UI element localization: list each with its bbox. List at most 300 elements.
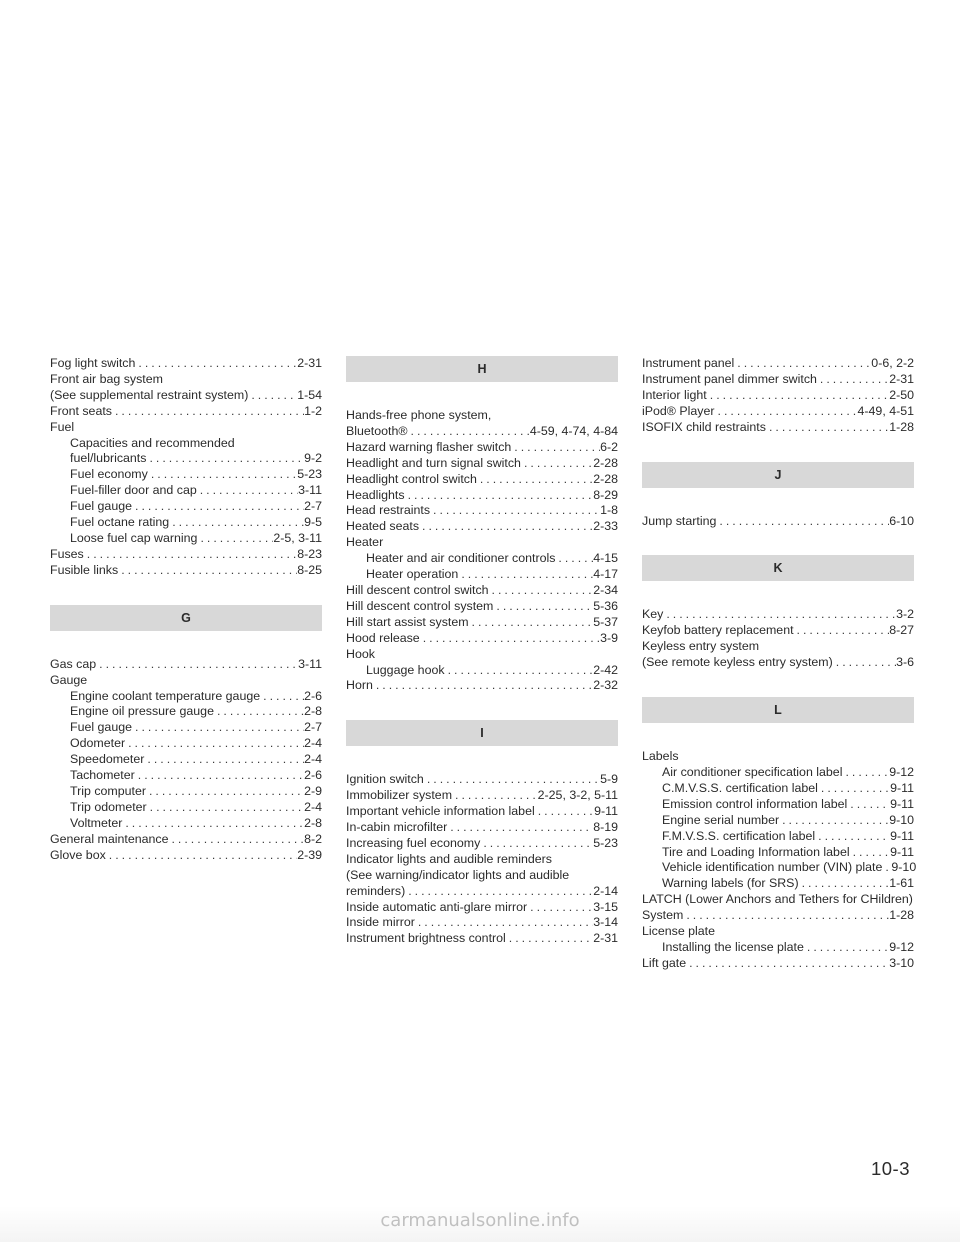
dot-leader bbox=[663, 607, 896, 623]
dot-leader bbox=[122, 816, 304, 832]
index-term: Heater operation bbox=[366, 567, 459, 582]
index-page-ref: 2-9 bbox=[304, 783, 322, 798]
section-letter-h: H bbox=[346, 356, 618, 382]
index-term: LATCH (Lower Anchors and Tethers for CHildren) bbox=[642, 892, 913, 907]
index-term: System bbox=[642, 908, 684, 923]
index-subentry bbox=[50, 736, 322, 752]
dot-leader bbox=[408, 424, 530, 440]
index-term: Fuel bbox=[50, 419, 75, 434]
index-subentry bbox=[50, 515, 322, 531]
dot-leader bbox=[168, 832, 304, 848]
index-page-ref: 1-28 bbox=[889, 908, 914, 923]
index-page-ref: 2-7 bbox=[304, 720, 322, 735]
dot-leader bbox=[683, 908, 889, 924]
index-page-ref: 8-19 bbox=[593, 820, 618, 835]
index-page-ref: 2-6 bbox=[304, 688, 322, 703]
index-column-3 bbox=[642, 356, 917, 972]
index-subentry bbox=[642, 781, 914, 797]
index-term: Inside mirror bbox=[346, 915, 415, 930]
dot-leader bbox=[405, 488, 594, 504]
dot-leader bbox=[146, 451, 304, 467]
index-term: iPod® Player bbox=[642, 403, 715, 418]
index-entry bbox=[642, 924, 914, 940]
index-term: Instrument panel bbox=[642, 356, 735, 370]
index-page-ref: 4-59, 4-74, 4-84 bbox=[529, 423, 618, 438]
index-term: reminders) bbox=[346, 883, 406, 898]
index-subentry bbox=[50, 451, 322, 467]
index-term: Increasing fuel economy bbox=[346, 835, 481, 850]
index-term: Fuel gauge bbox=[70, 720, 133, 735]
index-page-ref: 5-9 bbox=[600, 772, 618, 787]
index-term: Interior light bbox=[642, 387, 707, 402]
index-term: License plate bbox=[642, 924, 716, 939]
index-term: Bluetooth® bbox=[346, 423, 408, 438]
index-term: Immobilizer system bbox=[346, 788, 453, 803]
index-term: (See warning/indicator lights and audible bbox=[346, 867, 570, 882]
dot-leader bbox=[118, 563, 297, 579]
index-subentry bbox=[50, 483, 322, 499]
index-term: Speedometer bbox=[70, 752, 145, 767]
index-page-ref: 3-6 bbox=[896, 655, 914, 670]
index-term: Odometer bbox=[70, 736, 126, 751]
index-page-ref: 3-15 bbox=[593, 899, 618, 914]
index-page-ref: 2-8 bbox=[304, 815, 322, 830]
index-entry bbox=[346, 931, 618, 947]
index-page-ref: 2-33 bbox=[593, 519, 618, 534]
dot-leader bbox=[480, 836, 593, 852]
index-entry bbox=[642, 956, 914, 972]
dot-leader bbox=[847, 797, 890, 813]
index-entry bbox=[642, 892, 914, 908]
index-subentry bbox=[50, 531, 322, 547]
index-term: Indicator lights and audible reminders bbox=[346, 851, 552, 866]
index-term: Heated seats bbox=[346, 519, 420, 534]
dot-leader bbox=[686, 956, 889, 972]
dot-leader bbox=[169, 515, 304, 531]
dot-leader bbox=[405, 884, 593, 900]
index-term: Vehicle identification number (VIN) plate bbox=[662, 860, 883, 875]
index-term: Heater bbox=[346, 535, 384, 550]
dot-leader bbox=[766, 420, 889, 436]
dot-leader bbox=[424, 772, 600, 788]
dot-leader bbox=[527, 900, 593, 916]
dot-leader bbox=[535, 804, 594, 820]
dot-leader bbox=[419, 519, 593, 535]
index-entry bbox=[50, 372, 322, 388]
index-page-ref: 2-7 bbox=[304, 499, 322, 514]
dot-leader bbox=[112, 404, 304, 420]
index-term: Instrument brightness control bbox=[346, 931, 506, 946]
index-entry bbox=[346, 408, 618, 424]
index-page-ref: 2-31 bbox=[889, 371, 914, 386]
index-term: Headlight and turn signal switch bbox=[346, 455, 521, 470]
index-term: Front seats bbox=[50, 403, 112, 418]
index-term: Installing the license plate bbox=[662, 939, 804, 954]
index-page-ref: 6-10 bbox=[889, 513, 914, 528]
dot-leader bbox=[373, 678, 593, 694]
index-term: Engine oil pressure gauge bbox=[70, 704, 214, 719]
index-entry bbox=[346, 678, 618, 694]
index-term: Fuel economy bbox=[70, 467, 148, 482]
index-page-ref: 2-5, 3-11 bbox=[273, 530, 322, 545]
index-entry bbox=[346, 488, 618, 504]
index-page-ref: 9-5 bbox=[304, 515, 322, 530]
dot-leader bbox=[815, 829, 890, 845]
dot-leader bbox=[260, 689, 304, 705]
index-page-ref: 9-2 bbox=[304, 451, 322, 466]
dot-leader bbox=[716, 514, 889, 530]
dot-leader bbox=[734, 356, 871, 372]
index-page-ref: 4-49, 4-51 bbox=[857, 403, 914, 418]
index-entry bbox=[346, 915, 618, 931]
index-page-ref: 9-11 bbox=[594, 804, 618, 819]
dot-leader bbox=[804, 940, 889, 956]
index-page-ref: 2-28 bbox=[593, 471, 618, 486]
index-subentry bbox=[50, 800, 322, 816]
index-page-ref: 2-8 bbox=[304, 704, 322, 719]
index-entry bbox=[50, 832, 322, 848]
index-term: (See remote keyless entry system) bbox=[642, 655, 833, 670]
dot-leader bbox=[452, 788, 538, 804]
index-page-ref: 2-14 bbox=[593, 883, 618, 898]
dot-leader bbox=[506, 931, 593, 947]
index-entry bbox=[346, 519, 618, 535]
index-term: Fuel gauge bbox=[70, 499, 133, 514]
index-term: Tire and Loading Information label bbox=[662, 844, 850, 859]
section-letter-j: J bbox=[642, 462, 914, 488]
index-page-ref: 2-6 bbox=[304, 768, 322, 783]
index-entry bbox=[642, 749, 914, 765]
dot-leader bbox=[511, 440, 600, 456]
dot-leader bbox=[842, 765, 889, 781]
index-term: Headlight control switch bbox=[346, 471, 477, 486]
index-page-ref: 3-11 bbox=[298, 483, 322, 498]
index-term: Air conditioner specification label bbox=[662, 764, 843, 779]
index-page-ref: 2-42 bbox=[593, 662, 618, 677]
index-term: Capacities and recommended bbox=[70, 435, 235, 450]
dot-leader bbox=[477, 472, 593, 488]
index-term: Loose fuel cap warning bbox=[70, 530, 198, 545]
index-page-ref: 8-29 bbox=[593, 487, 618, 502]
dot-leader bbox=[125, 736, 304, 752]
index-term: In-cabin microfilter bbox=[346, 820, 448, 835]
index-entry bbox=[346, 503, 618, 519]
dot-leader bbox=[489, 583, 594, 599]
dot-leader bbox=[794, 623, 890, 639]
index-page-ref: 1-61 bbox=[889, 876, 914, 891]
index-page-ref: 5-37 bbox=[593, 614, 618, 629]
index-subentry bbox=[50, 816, 322, 832]
index-column-1 bbox=[50, 356, 322, 863]
index-page-ref: 8-25 bbox=[297, 562, 322, 577]
index-term: Hazard warning flasher switch bbox=[346, 439, 512, 454]
index-column-2 bbox=[346, 356, 618, 947]
dot-leader bbox=[197, 483, 298, 499]
index-entry bbox=[346, 884, 618, 900]
index-term: Horn bbox=[346, 678, 373, 693]
index-term: Jump starting bbox=[642, 513, 717, 528]
dot-leader bbox=[779, 813, 889, 829]
dot-leader bbox=[447, 820, 593, 836]
index-subentry bbox=[642, 797, 914, 813]
index-page-ref: 9-12 bbox=[889, 764, 914, 779]
index-term: Hood release bbox=[346, 630, 420, 645]
index-term: Labels bbox=[642, 749, 679, 764]
dot-leader bbox=[430, 503, 600, 519]
index-entry bbox=[346, 535, 618, 551]
index-entry bbox=[642, 514, 914, 530]
index-entry bbox=[346, 472, 618, 488]
index-term: Tachometer bbox=[70, 768, 135, 783]
index-term: Inside automatic anti-glare mirror bbox=[346, 899, 528, 914]
index-entry bbox=[642, 420, 914, 436]
index-entry bbox=[642, 655, 914, 671]
index-entry bbox=[346, 599, 618, 615]
index-term: F.M.V.S.S. certification label bbox=[662, 828, 816, 843]
index-subentry bbox=[642, 940, 914, 956]
index-entry bbox=[642, 639, 914, 655]
index-page-ref: 1-28 bbox=[889, 419, 914, 434]
index-page-ref: 9-10 bbox=[889, 812, 914, 827]
index-term: Instrument panel dimmer switch bbox=[642, 371, 817, 386]
index-term: Fog light switch bbox=[50, 356, 136, 370]
index-subentry bbox=[50, 436, 322, 452]
index-subentry bbox=[642, 845, 914, 861]
index-entry bbox=[346, 772, 618, 788]
index-entry bbox=[642, 607, 914, 623]
index-page-ref: 2-39 bbox=[297, 847, 322, 862]
index-term: Keyless entry system bbox=[642, 639, 760, 654]
index-term: Gas cap bbox=[50, 656, 97, 671]
index-subentry bbox=[642, 876, 914, 892]
index-page-ref: 6-2 bbox=[600, 439, 618, 454]
dot-leader bbox=[850, 845, 891, 861]
index-page-ref: 5-23 bbox=[593, 835, 618, 850]
index-page-ref: 2-32 bbox=[593, 678, 618, 693]
dot-leader bbox=[420, 631, 600, 647]
index-term: Ignition switch bbox=[346, 772, 424, 787]
index-page-ref: 8-23 bbox=[297, 546, 322, 561]
index-entry bbox=[642, 404, 914, 420]
index-page-ref: 2-4 bbox=[304, 752, 322, 767]
index-term: Engine serial number bbox=[662, 812, 780, 827]
index-page-ref: 8-27 bbox=[889, 623, 914, 638]
dot-leader bbox=[144, 752, 304, 768]
index-entry bbox=[346, 900, 618, 916]
dot-leader bbox=[458, 567, 593, 583]
page-number: 10-3 bbox=[870, 1158, 910, 1179]
index-page-ref: 9-11 bbox=[890, 780, 914, 795]
index-page-ref: 4-15 bbox=[593, 551, 618, 566]
dot-leader bbox=[555, 551, 593, 567]
index-term: Hill start assist system bbox=[346, 614, 469, 629]
index-term: Key bbox=[642, 607, 664, 622]
index-term: Emission control information label bbox=[662, 796, 848, 811]
index-entry bbox=[346, 615, 618, 631]
index-term: Fuel-filler door and cap bbox=[70, 483, 197, 498]
dot-leader bbox=[96, 657, 298, 673]
index-entry bbox=[642, 623, 914, 639]
index-page-ref: 2-31 bbox=[593, 931, 618, 946]
index-term: Headlights bbox=[346, 487, 405, 502]
dot-leader bbox=[493, 599, 593, 615]
dot-leader bbox=[715, 404, 858, 420]
dot-leader bbox=[799, 876, 890, 892]
index-entry bbox=[346, 868, 618, 884]
index-subentry bbox=[642, 813, 914, 829]
index-page-ref: 2-25, 3-2, 5-11 bbox=[537, 788, 618, 803]
index-term: Fuses bbox=[50, 546, 84, 561]
dot-leader bbox=[147, 800, 304, 816]
dot-leader bbox=[214, 704, 304, 720]
index-entry bbox=[50, 420, 322, 436]
index-term: Fusible links bbox=[50, 562, 119, 577]
index-entry bbox=[346, 456, 618, 472]
index-page-ref: 2-4 bbox=[304, 799, 322, 814]
index-entry bbox=[50, 563, 322, 579]
index-subentry bbox=[642, 765, 914, 781]
index-page-ref: 3-2 bbox=[896, 607, 914, 622]
index-term: (See supplemental restraint system) bbox=[50, 387, 249, 402]
index-page-ref: 0-6, 2-2 bbox=[871, 356, 914, 370]
section-letter-g: G bbox=[50, 605, 322, 631]
dot-leader bbox=[521, 456, 593, 472]
dot-leader bbox=[84, 547, 297, 563]
index-subentry bbox=[346, 663, 618, 679]
index-entry bbox=[50, 356, 322, 372]
index-entry bbox=[642, 388, 914, 404]
watermark: carmanualsonline.info bbox=[0, 1206, 960, 1242]
index-entry bbox=[50, 404, 322, 420]
index-page-ref: 3-10 bbox=[889, 955, 914, 970]
index-entry bbox=[642, 908, 914, 924]
index-page-ref: 5-23 bbox=[297, 467, 322, 482]
index-entry bbox=[50, 848, 322, 864]
index-term: Voltmeter bbox=[70, 815, 123, 830]
index-subentry bbox=[642, 860, 917, 876]
index-term: Keyfob battery replacement bbox=[642, 623, 794, 638]
index-page-ref: 1-54 bbox=[297, 387, 322, 402]
index-subentry bbox=[346, 567, 618, 583]
index-term: Trip odometer bbox=[70, 799, 147, 814]
dot-leader bbox=[818, 781, 890, 797]
index-entry bbox=[346, 647, 618, 663]
index-subentry bbox=[50, 752, 322, 768]
index-term: Hill descent control switch bbox=[346, 582, 489, 597]
index-page-ref: 9-11 bbox=[890, 796, 914, 811]
index-page-ref: 2-50 bbox=[889, 387, 914, 402]
index-page-ref: 3-11 bbox=[298, 656, 322, 671]
index-term: Important vehicle information label bbox=[346, 804, 535, 819]
index-term: Hook bbox=[346, 646, 375, 661]
section-letter-l: L bbox=[642, 697, 914, 723]
index-subentry bbox=[50, 720, 322, 736]
dot-leader bbox=[248, 388, 297, 404]
index-entry bbox=[642, 356, 914, 372]
index-term: C.M.V.S.S. certification label bbox=[662, 780, 818, 795]
index-subentry bbox=[642, 829, 914, 845]
index-entry bbox=[50, 657, 322, 673]
dot-leader bbox=[197, 531, 273, 547]
index-entry bbox=[346, 631, 618, 647]
index-subentry bbox=[50, 704, 322, 720]
dot-leader bbox=[148, 467, 297, 483]
index-page-ref: 2-28 bbox=[593, 455, 618, 470]
index-term: Gauge bbox=[50, 672, 88, 687]
index-page-ref: 9-11 bbox=[890, 844, 914, 859]
index-page-ref: 8-2 bbox=[304, 831, 322, 846]
dot-leader bbox=[707, 388, 889, 404]
index-term: Glove box bbox=[50, 847, 106, 862]
dot-leader bbox=[415, 915, 593, 931]
index-entry bbox=[50, 547, 322, 563]
index-subentry bbox=[50, 689, 322, 705]
index-entry bbox=[346, 852, 618, 868]
index-term: Fuel octane rating bbox=[70, 515, 170, 530]
index-page-ref: 1-8 bbox=[600, 503, 618, 518]
index-subentry bbox=[50, 467, 322, 483]
index-term: Hands-free phone system, bbox=[346, 408, 492, 422]
index-page-ref: 5-36 bbox=[593, 598, 618, 613]
index-page-ref: 9-11 bbox=[890, 828, 914, 843]
index-subentry bbox=[50, 499, 322, 515]
index-page-ref: 2-31 bbox=[297, 356, 322, 370]
index-entry bbox=[50, 673, 322, 689]
index-term: Lift gate bbox=[642, 955, 687, 970]
dot-leader bbox=[833, 655, 896, 671]
index-page-ref: 9-10 bbox=[891, 860, 917, 875]
section-letter-i: I bbox=[346, 720, 618, 746]
index-page-ref: 2-34 bbox=[593, 582, 618, 597]
dot-leader bbox=[146, 784, 304, 800]
index-entry bbox=[346, 836, 618, 852]
index-term: Hill descent control system bbox=[346, 598, 494, 613]
dot-leader bbox=[445, 663, 594, 679]
index-term: Warning labels (for SRS) bbox=[662, 876, 799, 891]
index-term: Luggage hook bbox=[366, 662, 445, 677]
index-page-ref: 1-2 bbox=[304, 403, 322, 418]
index-page-ref: 9-12 bbox=[889, 939, 914, 954]
dot-leader bbox=[817, 372, 889, 388]
dot-leader bbox=[132, 499, 304, 515]
index-entry bbox=[346, 788, 618, 804]
index-entry bbox=[346, 820, 618, 836]
dot-leader bbox=[135, 768, 304, 784]
index-subentry bbox=[346, 551, 618, 567]
index-subentry bbox=[50, 768, 322, 784]
dot-leader bbox=[132, 720, 304, 736]
index-term: Heater and air conditioner controls bbox=[366, 551, 556, 566]
dot-leader bbox=[135, 356, 297, 372]
index-page-ref: 4-17 bbox=[593, 567, 618, 582]
index-term: fuel/lubricants bbox=[70, 451, 147, 466]
index-entry bbox=[346, 583, 618, 599]
index-entry bbox=[346, 440, 618, 456]
index-term: Engine coolant temperature gauge bbox=[70, 688, 261, 703]
index-entry bbox=[346, 424, 618, 440]
index-subentry bbox=[50, 784, 322, 800]
dot-leader bbox=[882, 860, 891, 876]
index-entry bbox=[346, 804, 618, 820]
index-page-ref: 3-14 bbox=[593, 915, 618, 930]
dot-leader bbox=[106, 848, 297, 864]
index-term: Front air bag system bbox=[50, 371, 163, 386]
section-letter-k: K bbox=[642, 555, 914, 581]
index-page-ref: 2-4 bbox=[304, 736, 322, 751]
dot-leader bbox=[469, 615, 594, 631]
index-term: Head restraints bbox=[346, 503, 431, 518]
index-term: General maintenance bbox=[50, 831, 169, 846]
